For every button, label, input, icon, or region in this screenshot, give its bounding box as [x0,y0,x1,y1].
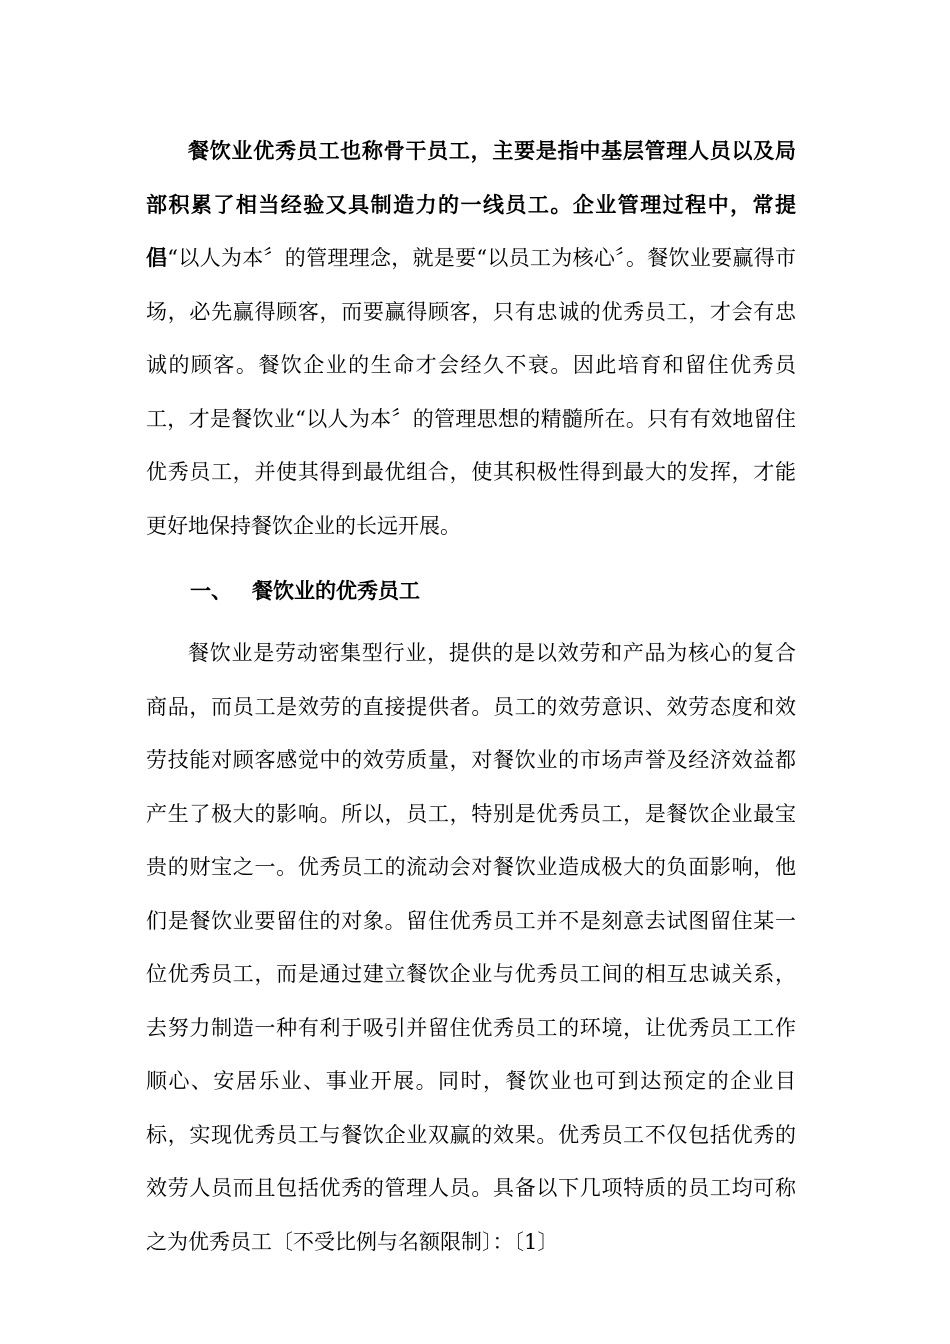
intro-paragraph-rest: “以人为本〞的管理理念，就是要“以员工为核心〞。餐饮业要赢得市场，必先赢得顾客，而要赢得顾客，只有忠诚的优秀员工，才会有忠诚的顾客。餐饮企业的生命才会经久不衰。因此培育和留住优秀员工，才是餐饮业“以人为本〞的管理思想的精髓所在。只有有效地留住优秀员工，并使其得到最优组合，使其积极性得到最大的发挥，才能更好地保持餐饮企业的长远开展。 [146,246,796,538]
intro-paragraph-lead: 餐饮业优秀员工也称骨干员工，主要是指中基层管理人员以及局部积累了相当经验又具制造力的一线员工。企业管理过程中，常提倡 [146,139,796,270]
document-page [146,125,796,1269]
intro-paragraph [146,125,796,553]
section-number: 一、 [190,579,232,603]
section-title: 餐饮业的优秀员工 [252,579,420,603]
body-paragraph: 餐饮业是劳动密集型行业，提供的是以效劳和产品为核心的复合商品，而员工是效劳的直接提供者。员工的效劳意识、效劳态度和效劳技能对顾客感觉中的效劳质量，对餐饮业的市场声誉及经济效益都产生了极大的影响。所以，员工，特别是优秀员工，是餐饮企业最宝贵的财宝之一。优秀员工的流动会对餐饮业造成极大的负面影响，他们是餐饮业要留住的对象。留住优秀员工并不是刻意去试图留住某一位优秀员工，而是通过建立餐饮企业与优秀员工间的相互忠诚关系，去努力制造一种有利于吸引并留住优秀员工的环境，让优秀员工工作顺心、安居乐业、事业开展。同时，餐饮业也可到达预定的企业目标，实现优秀员工与餐饮企业双赢的效果。优秀员工不仅包括优秀的效劳人员而且包括优秀的管理人员。具备以下几项特质的员工均可称之为优秀员工〔不受比例与名额限制〕：〔1〕 [146,641,796,1254]
section-heading [146,562,796,620]
